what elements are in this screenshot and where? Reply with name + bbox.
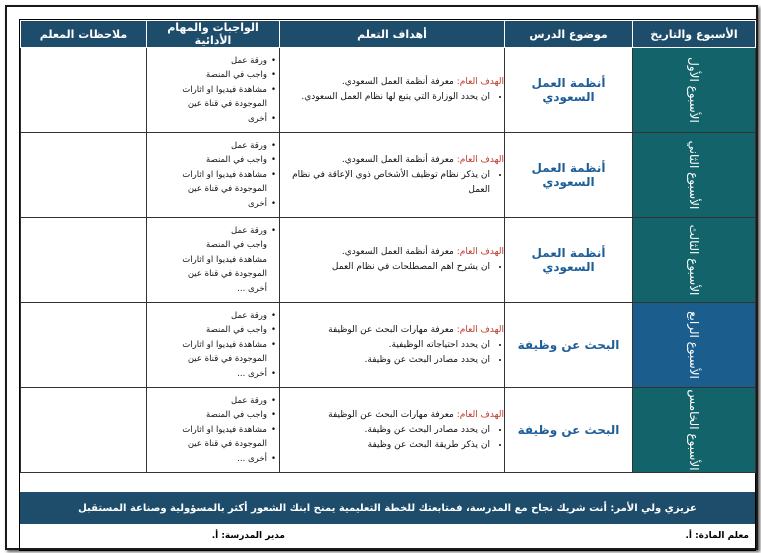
signature-row — [20, 524, 755, 550]
tasks-cell — [147, 218, 280, 303]
topic-cell: أنظمة العمل السعودي — [505, 48, 633, 133]
task-list — [147, 224, 279, 297]
table-row — [21, 303, 756, 388]
goal-list — [280, 90, 504, 105]
goal-list — [280, 338, 504, 368]
director-signature: مدير المدرسة: أ. — [211, 531, 285, 541]
header-topic: موضوع الدرس — [505, 21, 633, 48]
task-item: • مشاهدة فيديوا او اثارات — [147, 168, 267, 183]
notes-cell[interactable] — [21, 48, 147, 133]
goal-item: • ان يحدد مصادر البحث عن وظيفة. — [280, 423, 490, 438]
task-item: • مشاهدة فيديوا او اثارات — [147, 338, 267, 353]
table-row — [21, 48, 756, 133]
week-label: الأسبوع الرابع — [687, 311, 701, 379]
week-cell — [633, 133, 756, 218]
general-goal-label: الهدف العام: — [456, 324, 504, 335]
goal-list — [280, 260, 504, 275]
task-list — [147, 54, 279, 127]
notes-cell[interactable] — [21, 133, 147, 218]
task-item: • واجب في المنصة — [147, 408, 267, 423]
task-item: الموجودة في قناة عين — [187, 269, 267, 280]
week-cell — [633, 48, 756, 133]
general-goal — [280, 75, 504, 90]
general-goal — [280, 153, 504, 168]
notes-cell[interactable] — [21, 218, 147, 303]
header-week: الأسبوع والتاريخ — [633, 21, 756, 48]
week-cell — [633, 303, 756, 388]
general-goal — [280, 408, 504, 423]
week-cell — [633, 218, 756, 303]
general-goal — [280, 323, 504, 338]
parent-message-bar — [20, 492, 755, 524]
task-list — [147, 139, 279, 212]
general-goal-text: معرفة أنظمة العمل السعودي. — [341, 154, 454, 165]
weekly-plan-table — [20, 20, 756, 473]
task-item: الموجودة في قناة عين — [187, 439, 267, 450]
table-row — [21, 388, 756, 473]
header-tasks: الواجبات والمهام الأدائية — [147, 21, 280, 48]
tasks-cell — [147, 388, 280, 473]
week-label: الأسبوع الثاني — [687, 140, 701, 210]
plan-frame — [5, 5, 758, 550]
plan-sheet — [19, 19, 756, 551]
general-goal-label: الهدف العام: — [456, 409, 504, 420]
goal-item: • ان يحدد الوزارة التي يتبع لها نظام العمل السعودي. — [280, 90, 490, 105]
tasks-cell — [147, 133, 280, 218]
goal-item: • ان يحدد احتياجاته الوظيفية. — [280, 338, 490, 353]
task-item: • واجب في المنصة — [147, 153, 267, 168]
notes-cell[interactable] — [21, 303, 147, 388]
task-item: أخرى ... — [237, 283, 267, 294]
task-item: • مشاهدة فيديوا او اثارات — [147, 83, 267, 98]
task-list — [147, 309, 279, 382]
goal-item: • ان يحدد مصادر البحث عن وظيفة. — [280, 353, 490, 368]
teacher-signature: معلم المادة: أ. — [685, 531, 749, 541]
week-cell — [633, 388, 756, 473]
topic-cell: البحث عن وظيفة — [505, 303, 633, 388]
task-item: • ورقة عمل — [147, 224, 267, 239]
topic-cell: البحث عن وظيفة — [505, 388, 633, 473]
task-item: • واجب في المنصة — [147, 68, 267, 83]
general-goal-text: معرفة أنظمة العمل السعودي. — [341, 77, 454, 87]
task-item: مشاهدة فيديوا او اثارات — [182, 254, 267, 265]
task-item: • أخرى ... — [147, 452, 267, 467]
goal-item: • ان يذكر نظام توظيف الأشخاص ذوي الإعاقة في نظام العمل — [280, 168, 490, 198]
task-item: الموجودة في قناة عين — [187, 184, 267, 195]
general-goal-text: معرفة مهارات البحث عن الوظيفة — [328, 324, 454, 335]
header-notes: ملاحظات المعلم — [21, 21, 147, 48]
goal-item: • ان يذكر طريقة البحث عن وظيفة — [280, 438, 490, 453]
tasks-cell — [147, 48, 280, 133]
task-item: الموجودة في قناة عين — [187, 99, 267, 110]
goal-list — [280, 423, 504, 453]
task-item: • أخرى ... — [147, 367, 267, 382]
task-item: • أخرى — [147, 197, 267, 212]
topic-cell: أنظمة العمل السعودي — [505, 218, 633, 303]
general-goal-label: الهدف العام: — [456, 247, 504, 257]
general-goal — [280, 245, 504, 260]
general-goal-label: الهدف العام: — [456, 77, 504, 87]
task-item: • واجب في المنصة — [147, 323, 267, 338]
parent-message: عزيزي ولي الأمر: أنت شريك نجاح مع المدرسة، فمتابعتك للخطة التعليمية يمنح ابنك الشعور أكثر بالمسؤولية وصناعة المستقبل — [78, 502, 697, 514]
task-item: الموجودة في قناة عين — [187, 354, 267, 365]
task-item: • ورقة عمل — [147, 309, 267, 324]
week-label: الأسبوع الأول — [687, 57, 701, 123]
task-item: • ورقة عمل — [147, 139, 267, 154]
goals-cell — [280, 388, 505, 473]
table-row — [21, 218, 756, 303]
tasks-cell — [147, 303, 280, 388]
table-header-row — [21, 21, 756, 48]
task-item: واجب في المنصة — [206, 240, 267, 251]
goals-cell — [280, 303, 505, 388]
goals-cell — [280, 218, 505, 303]
week-label: الأسبوع الخامس — [687, 389, 701, 471]
week-label: الأسبوع الثالث — [687, 224, 701, 296]
task-item: • مشاهدة فيديوا او اثارات — [147, 423, 267, 438]
general-goal-label: الهدف العام: — [456, 154, 504, 165]
header-goals: أهداف التعلم — [280, 21, 505, 48]
task-item: • أخرى — [147, 112, 267, 127]
goals-cell — [280, 48, 505, 133]
notes-cell[interactable] — [21, 388, 147, 473]
task-item: • ورقة عمل — [147, 394, 267, 409]
table-row — [21, 133, 756, 218]
general-goal-text: معرفة مهارات البحث عن الوظيفة — [328, 409, 454, 420]
task-item: • ورقة عمل — [147, 54, 267, 69]
task-list — [147, 394, 279, 467]
goal-item: • ان يشرح اهم المصطلحات في نظام العمل — [280, 260, 490, 275]
topic-cell: أنظمة العمل السعودي — [505, 133, 633, 218]
general-goal-text: معرفة أنظمة العمل السعودي. — [341, 247, 454, 257]
goals-cell — [280, 133, 505, 218]
goal-list — [280, 168, 504, 198]
